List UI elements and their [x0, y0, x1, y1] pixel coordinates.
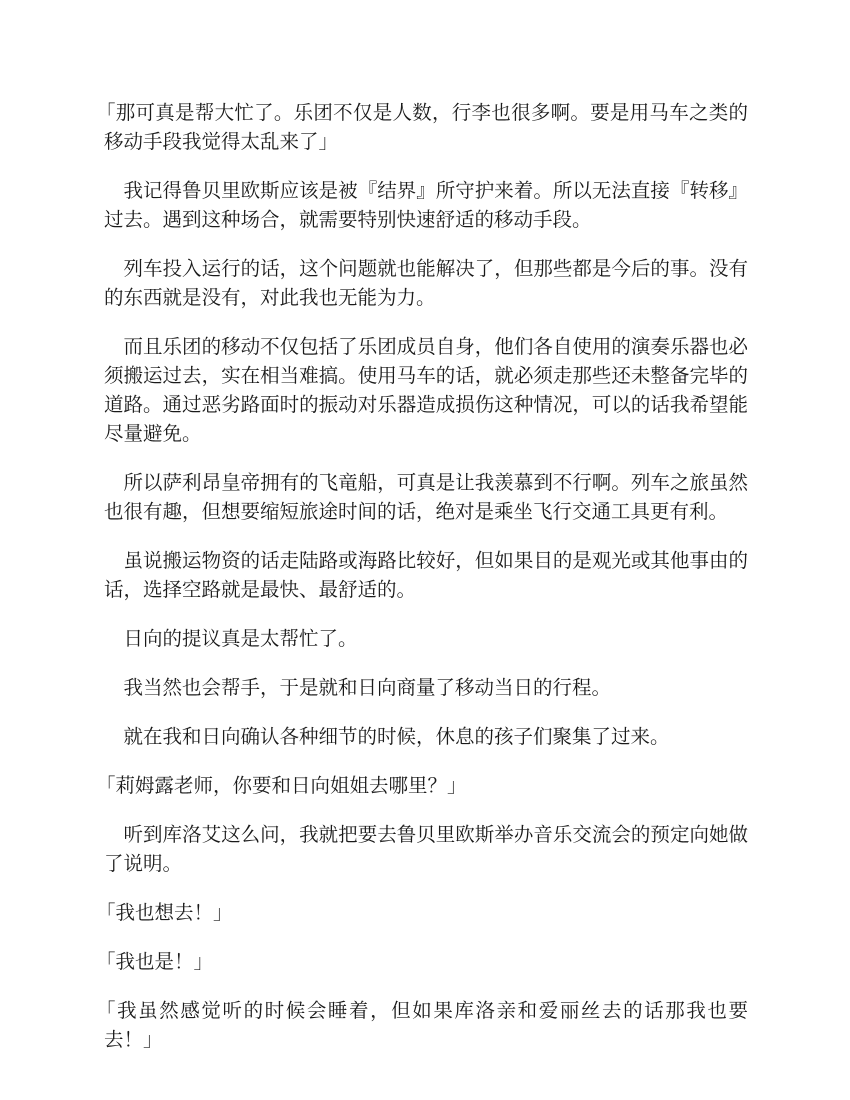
paragraph-dialogue: 「我也想去！」 [96, 901, 233, 924]
paragraph-narration: 就在我和日向确认各种细节的时候，休息的孩子们聚集了过来。 [123, 725, 670, 748]
document-page [96, 98, 748, 1074]
paragraph-narration: 听到库洛艾这么问，我就把要去鲁贝里欧斯举办音乐交流会的预定向她做了说明。 [104, 823, 748, 875]
paragraph-narration: 所以萨利昂皇帝拥有的飞竜船，可真是让我羡慕到不行啊。列车之旅虽然也很有趣，但想要缩短旅途时间的话，绝对是乘坐飞行交通工具更有利。 [104, 471, 748, 523]
paragraph-narration: 我当然也会帮手，于是就和日向商量了移动当日的行程。 [123, 676, 612, 699]
paragraph-narration: 日向的提议真是太帮忙了。 [123, 627, 358, 650]
paragraph-dialogue: 「我也是！」 [96, 950, 214, 973]
paragraph-narration: 虽说搬运物资的话走陆路或海路比较好，但如果目的是观光或其他事由的话，选择空路就是最快、最舒适的。 [104, 549, 748, 601]
paragraph-narration: 而且乐团的移动不仅包括了乐团成员自身，他们各自使用的演奏乐器也必须搬运过去，实在相当难搞。使用马车的话，就必须走那些还未整备完毕的道路。通过恶劣路面时的振动对乐器造成损伤这种情况，可以的话我希望能尽量避免。 [104, 335, 748, 445]
paragraph-dialogue: 「我虽然感觉听的时候会睡着，但如果库洛亲和爱丽丝去的话那我也要去！」 [96, 999, 748, 1051]
paragraph-dialogue: 「莉姆露老师，你要和日向姐姐去哪里？」 [96, 774, 467, 797]
paragraph-narration: 列车投入运行的话，这个问题就也能解决了，但那些都是今后的事。没有的东西就是没有，对此我也无能为力。 [104, 257, 748, 309]
paragraph-dialogue: 「那可真是帮大忙了。乐团不仅是人数，行李也很多啊。要是用马车之类的移动手段我觉得太乱来了」 [96, 101, 748, 153]
paragraph-narration: 我记得鲁贝里欧斯应该是被『结界』所守护来着。所以无法直接『转移』过去。遇到这种场合，就需要特别快速舒适的移动手段。 [104, 179, 748, 231]
